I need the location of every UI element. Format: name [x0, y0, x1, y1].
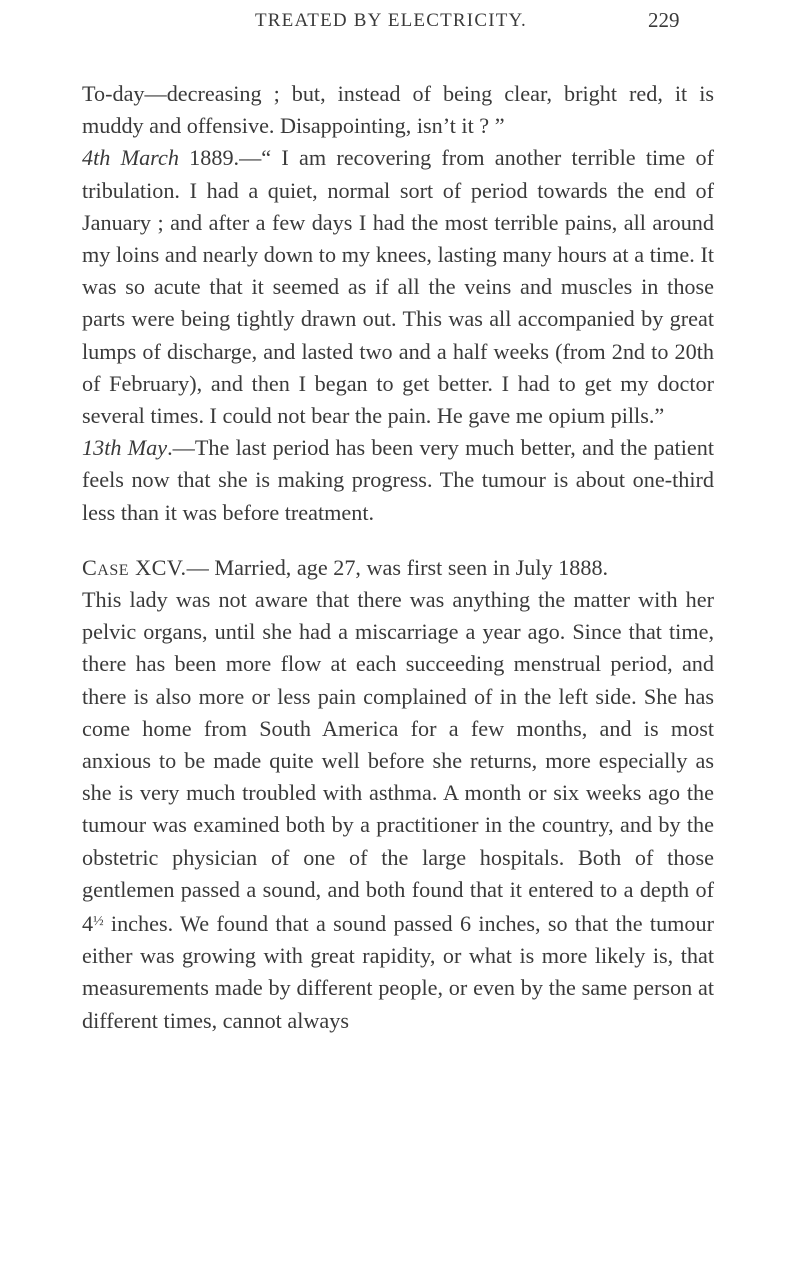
paragraph-continuation — [82, 78, 714, 142]
paragraph-text: This lady was not aware that there was anything the matter with her pelvic organs, until she had a miscarriage a year ago. Since that time, there has been more flow at each succeeding menstrual period, and there is also more or less pain complained of in the left side. She has come home from South America for a few months, and is most anxious to be made quite well before she returns, more especially as she is very much troubled with asthma. A month or six weeks ago the tumour was examined both by a practitioner in the country, and by the obstetric physician of one of the large hospitals. Both of those gentlemen passed a sound, and both found that it entered to a depth of 4 — [82, 587, 714, 937]
running-title: TREATED BY ELECTRICITY. — [255, 10, 527, 31]
entry-date: 4th March — [82, 145, 179, 171]
paragraph-may-entry — [82, 432, 714, 529]
paragraph-text: inches. We found that a sound passed 6 inches, so that the tumour either was growing with great rapidity, or what is more likely is, that measurements made by different people, or even by the same person at different times, cannot always — [82, 911, 714, 1033]
paragraph-case-description — [82, 584, 714, 1037]
paragraph-text: .—The last period has been very much better, and the patient feels now that she is making progress. The tumour is about one-third less than it was before treatment. — [82, 435, 714, 525]
running-head — [0, 6, 800, 46]
fraction-half: ½ — [93, 914, 104, 930]
page-number: 229 — [648, 8, 680, 32]
case-heading-paragraph — [82, 552, 714, 584]
paragraph-text: To-day—decreasing ; but, instead of being clear, bright red, it is muddy and offensive. Disappointing, isn’t it ? ” — [82, 81, 714, 139]
entry-date: 13th May — [82, 435, 168, 461]
paragraph-text: 1889.—“ I am recovering from another terrible time of tribulation. I had a quiet, normal sort of period towards the end of January ; and after a few days I had the most terrible pains, all around my loins and nearly down to my knees, lasting many hours at a time. It was so acute that it seemed as if all the veins and muscles in those parts were being tightly drawn out. This was all accompanied by great lumps of discharge, and lasted two and a half weeks (from 2nd to 20th of February), and then I began to get better. I had to get my doctor several times. I could not bear the pain. He gave me opium pills.” — [82, 145, 714, 429]
case-label: Case XCV. — [82, 554, 187, 580]
case-intro-text: — Married, age 27, was first seen in July 1888. — [186, 554, 609, 580]
body-text — [82, 78, 714, 1037]
paragraph-march-entry — [82, 142, 714, 432]
